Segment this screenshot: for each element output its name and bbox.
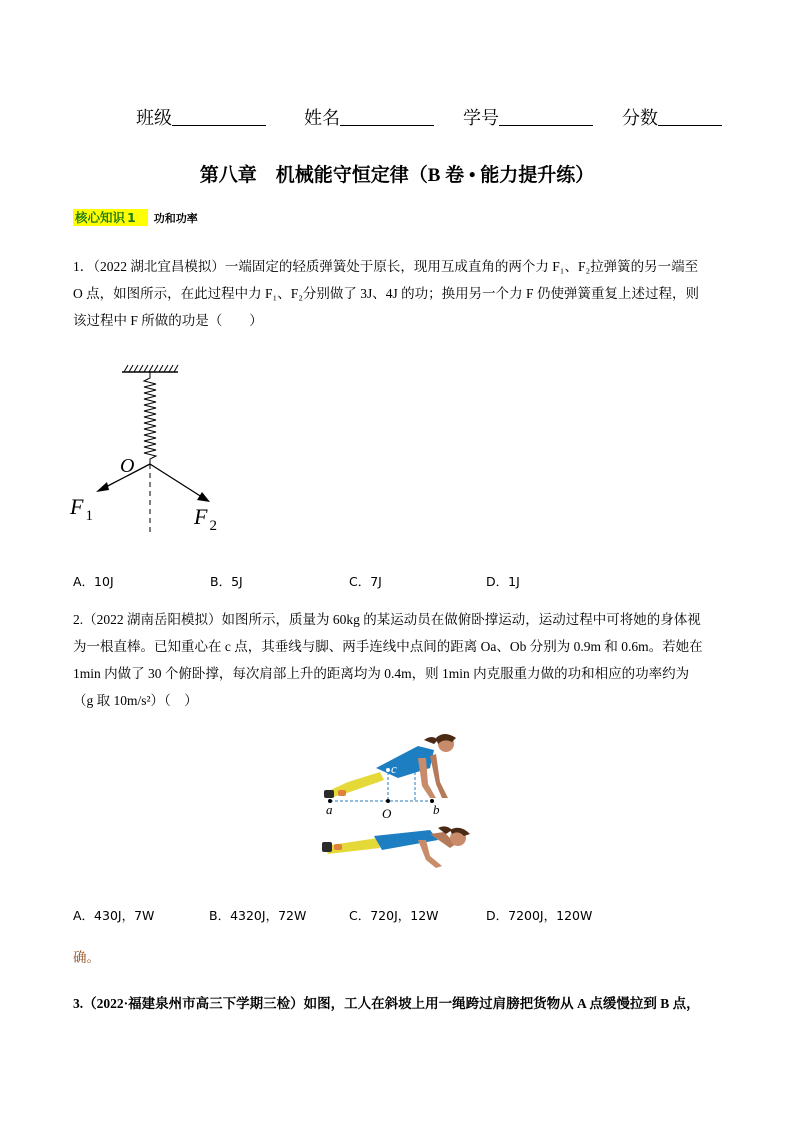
force-1-arrow	[96, 482, 109, 492]
q2-option-c[interactable]: C．720J，12W	[349, 908, 439, 923]
score-label: 分数	[622, 108, 658, 128]
question-3-line-1: 3.（2022·福建泉州市高三下学期三检）如图，工人在斜坡上用一绳跨过肩膀把货物从 A 点缓慢拉到 B 点，	[73, 996, 700, 1011]
name-field[interactable]	[304, 104, 434, 130]
student-id-label: 学号	[463, 108, 499, 128]
label-c: c	[391, 761, 397, 776]
class-blank[interactable]	[172, 105, 266, 126]
stray-answer-fragment: 确。	[73, 950, 100, 965]
score-field[interactable]	[622, 104, 722, 130]
class-label: 班级	[136, 108, 172, 128]
question-1-line-3: 该过程中 F 所做的功是（ ）	[73, 313, 263, 328]
q1-option-a[interactable]: A．10J	[73, 574, 114, 589]
q2-option-d[interactable]: D．7200J，120W	[486, 908, 593, 923]
athlete-bottom	[322, 826, 470, 868]
question-1-options	[73, 572, 573, 590]
section-topic: 功和功率	[153, 212, 198, 225]
center-of-gravity-dot	[386, 768, 390, 772]
question-2-line-3: 1min 内做了 30 个俯卧撑，每次肩部上升的距离均为 0.4m，则 1min 内克服重力做的功和相应的功率约为	[73, 666, 690, 681]
ceiling-hatch	[122, 365, 178, 372]
section-tag-label: 核心知识	[75, 210, 126, 225]
section-tag-number: 1	[127, 209, 148, 226]
label-a: a	[326, 802, 333, 817]
q1-option-d[interactable]: D．1J	[486, 574, 520, 589]
score-blank[interactable]	[658, 105, 722, 126]
question-2-line-1: 2.（2022 湖南岳阳模拟）如图所示，质量为 60kg 的某运动员在做俯卧撑运动，运动过程中可将她的身体视	[73, 612, 701, 627]
question-2-line-2: 为一根直棒。已知重心在 c 点，其垂线与脚、两手连线中点间的距离 Oa、Ob 分别为 0.9m 和 0.6m。若她在	[73, 639, 703, 654]
point-o-label: O	[120, 455, 135, 477]
q2-option-b[interactable]: B．4320J，72W	[209, 908, 307, 923]
label-b: b	[433, 802, 440, 817]
q2-option-a[interactable]: A．430J，7W	[73, 908, 155, 923]
section-tag	[73, 208, 198, 226]
q1-option-c[interactable]: C．7J	[349, 574, 382, 589]
spring-diagram	[60, 360, 240, 545]
name-label: 姓名	[304, 108, 340, 128]
label-o: O	[382, 806, 392, 821]
spring	[144, 372, 156, 464]
force-2-arrow	[197, 492, 210, 502]
pushup-figure	[318, 728, 488, 886]
question-1-line-2: O 点，如图所示，在此过程中力 F₁、F₂分别做了 3J、4J 的功；换用另一个力 F 仍使弹簧重复上述过程，则	[73, 286, 699, 301]
page-title: 第八章 机械能守恒定律（B 卷 • 能力提升练）	[199, 165, 595, 186]
force-2-label: F $_2$	[194, 504, 217, 534]
question-3-text	[73, 990, 733, 1017]
question-2-line-4: （g 取 10m/s²）（ ）	[73, 693, 198, 708]
class-field[interactable]	[136, 104, 266, 130]
question-2-options	[73, 906, 673, 924]
question-1-text	[73, 253, 733, 334]
student-info-row	[136, 104, 736, 130]
student-id-blank[interactable]	[499, 105, 593, 126]
student-id-field[interactable]	[463, 104, 593, 130]
name-blank[interactable]	[340, 105, 434, 126]
question-2-text	[73, 606, 733, 714]
force-1-label: F $_1$	[70, 494, 93, 524]
athlete-top	[324, 734, 456, 798]
question-1-line-1: 1．（2022 湖北宜昌模拟）一端固定的轻质弹簧处于原长，现用互成直角的两个力 F₁、F₂拉弹簧的另一端至	[73, 259, 699, 274]
q1-option-b[interactable]: B．5J	[210, 574, 243, 589]
